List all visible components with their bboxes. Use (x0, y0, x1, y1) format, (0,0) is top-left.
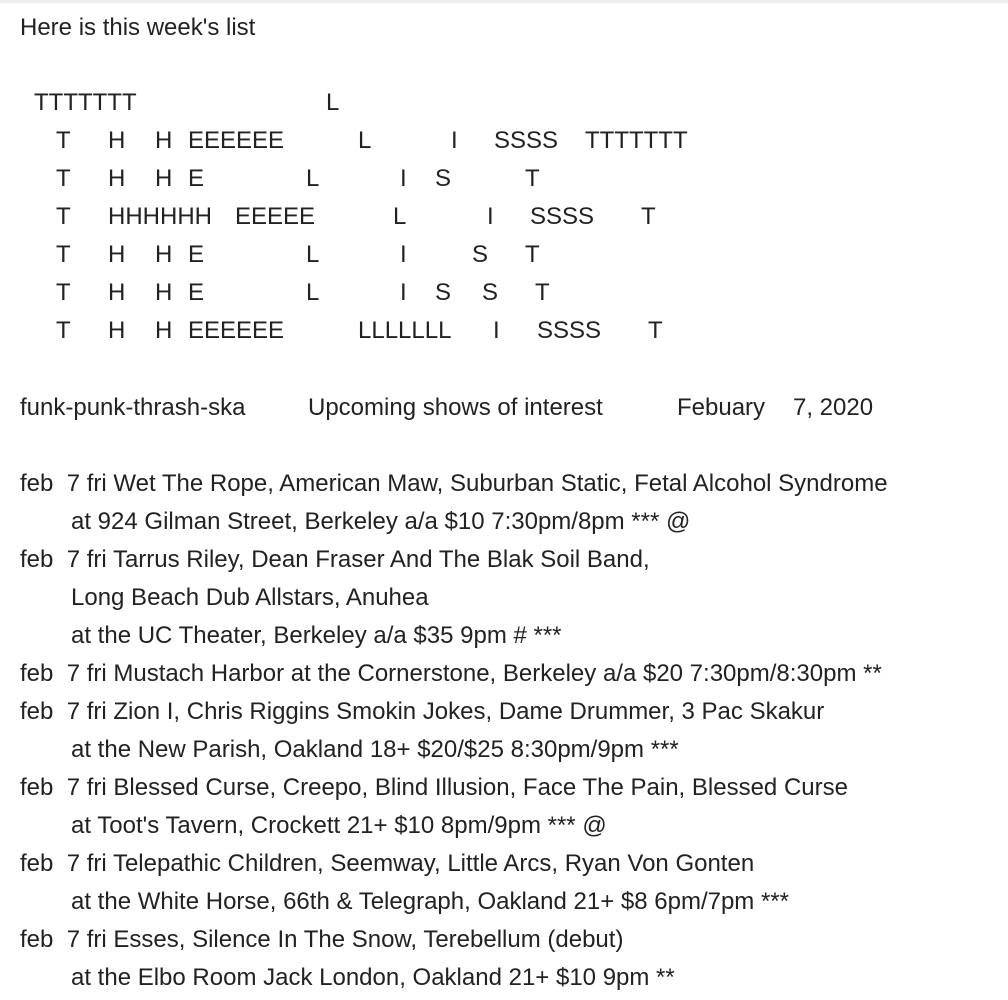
ascii-art-segment: H (108, 127, 126, 154)
ascii-art-segment: H (155, 279, 173, 306)
ascii-art-segment: H (155, 317, 173, 344)
ascii-art-segment: EEEEE (235, 203, 316, 230)
ascii-art-segment: H (108, 165, 126, 192)
show-6-line-2: at the White Horse, 66th & Telegraph, Oakland 21+ $8 6pm/7pm *** (71, 888, 789, 915)
ascii-art-segment: L (306, 279, 320, 306)
ascii-art-segment: S (472, 241, 489, 268)
ascii-art-segment: TTTTTTT (34, 89, 137, 116)
ascii-art-segment: I (400, 279, 407, 306)
ascii-art-segment: SSSS (537, 317, 602, 344)
ascii-art-segment: E (188, 241, 205, 268)
ascii-art-segment: I (451, 127, 458, 154)
ascii-art-segment: E (188, 279, 205, 306)
genre-label: funk-punk-thrash-ska (20, 394, 246, 421)
ascii-art-segment: I (487, 203, 494, 230)
ascii-art-segment: LLLLLLL (358, 317, 452, 344)
ascii-art-segment: T (56, 203, 71, 230)
show-2-line-1: feb 7 fri Tarrus Riley, Dean Fraser And The Blak Soil Band, (20, 546, 650, 573)
show-5-line-1: feb 7 fri Blessed Curse, Creepo, Blind Illusion, Face The Pain, Blessed Curse (20, 774, 848, 801)
ascii-art-segment: T (56, 241, 71, 268)
date: 7, 2020 (793, 394, 874, 421)
show-3-line-1: feb 7 fri Mustach Harbor at the Cornerstone, Berkeley a/a $20 7:30pm/8:30pm ** (20, 660, 882, 687)
ascii-art-segment: T (56, 127, 71, 154)
intro-text: Here is this week's list (20, 14, 256, 41)
ascii-art-segment: L (306, 165, 320, 192)
show-4-line-1: feb 7 fri Zion I, Chris Riggins Smokin Jokes, Dame Drummer, 3 Pac Skakur (20, 698, 825, 725)
ascii-art-segment: I (400, 241, 407, 268)
ascii-art-segment: L (358, 127, 372, 154)
month: Febuary (677, 394, 766, 421)
ascii-art-segment: T (56, 165, 71, 192)
subtitle: Upcoming shows of interest (308, 394, 603, 421)
show-4-line-2: at the New Parish, Oakland 18+ $20/$25 8:30pm/9pm *** (71, 736, 679, 763)
ascii-art-segment: T (535, 279, 550, 306)
show-5-line-2: at Toot's Tavern, Crockett 21+ $10 8pm/9pm *** @ (71, 812, 607, 839)
ascii-art-segment: H (108, 279, 126, 306)
ascii-art-segment: T (648, 317, 663, 344)
ascii-art-segment: T (525, 165, 540, 192)
ascii-art-segment: TTTTTTT (585, 127, 688, 154)
ascii-art-segment: T (56, 317, 71, 344)
ascii-art-segment: L (306, 241, 320, 268)
ascii-art-segment: S (435, 165, 452, 192)
ascii-art-segment: L (393, 203, 407, 230)
show-6-line-1: feb 7 fri Telepathic Children, Seemway, Little Arcs, Ryan Von Gonten (20, 850, 755, 877)
show-7-line-1: feb 7 fri Esses, Silence In The Snow, Terebellum (debut) (20, 926, 624, 953)
show-2-line-2: Long Beach Dub Allstars, Anuhea (71, 584, 429, 611)
ascii-art-segment: SSSS (494, 127, 559, 154)
ascii-art-segment: S (435, 279, 452, 306)
ascii-art-segment: H (155, 165, 173, 192)
ascii-art-segment: T (525, 241, 540, 268)
show-2-line-3: at the UC Theater, Berkeley a/a $35 9pm # *** (71, 622, 562, 649)
ascii-art-segment: EEEEEE (188, 127, 285, 154)
ascii-art-segment: H (155, 241, 173, 268)
show-1-line-1: feb 7 fri Wet The Rope, American Maw, Suburban Static, Fetal Alcohol Syndrome (20, 470, 888, 497)
show-1-line-2: at 924 Gilman Street, Berkeley a/a $10 7:30pm/8pm *** @ (71, 508, 691, 535)
ascii-art-segment: H (155, 127, 173, 154)
ascii-art-segment: HHHHHH (108, 203, 212, 230)
ascii-art-segment: SSSS (530, 203, 595, 230)
ascii-art-segment: E (188, 165, 205, 192)
show-7-line-2: at the Elbo Room Jack London, Oakland 21+ $10 9pm ** (71, 964, 675, 991)
ascii-art-segment: S (482, 279, 499, 306)
ascii-art-segment: L (326, 89, 340, 116)
ascii-art-segment: H (108, 241, 126, 268)
ascii-art-segment: EEEEEE (188, 317, 285, 344)
top-divider (0, 0, 1008, 3)
ascii-art-segment: I (493, 317, 500, 344)
ascii-art-segment: T (641, 203, 656, 230)
ascii-art-segment: T (56, 279, 71, 306)
ascii-art-segment: H (108, 317, 126, 344)
ascii-art-segment: I (400, 165, 407, 192)
